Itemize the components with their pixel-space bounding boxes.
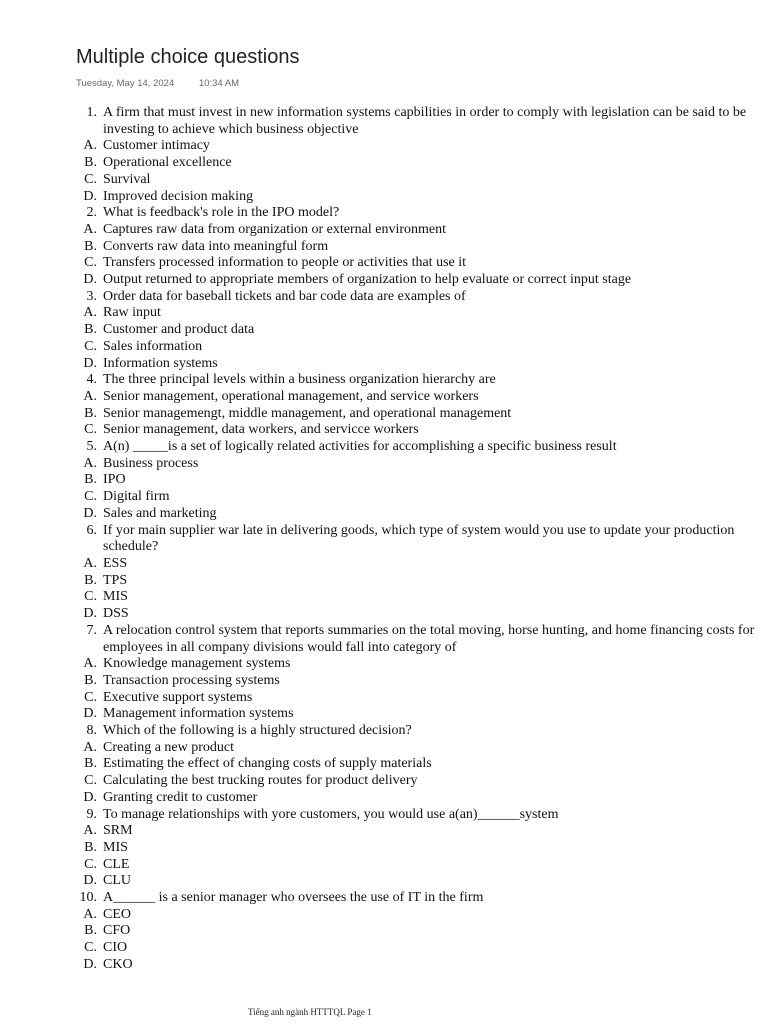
- option-letter: B.: [84, 155, 97, 171]
- answer-option: [0, 923, 768, 940]
- option-letter: C.: [84, 171, 97, 187]
- option-text: Customer and product data: [103, 322, 255, 338]
- answer-option: [0, 790, 768, 807]
- option-text: Captures raw data from organization or external environment: [103, 221, 447, 237]
- option-text: ESS: [103, 555, 128, 571]
- answer-option: [0, 673, 768, 690]
- answer-option: [0, 656, 768, 673]
- option-letter: D.: [83, 789, 97, 805]
- option-letter: A.: [83, 138, 97, 154]
- option-letter: B.: [84, 572, 97, 588]
- question-number: 3.: [86, 288, 97, 304]
- option-text: SRM: [103, 823, 133, 839]
- page-title: Multiple choice questions: [76, 46, 300, 68]
- answer-option: [0, 823, 768, 840]
- answer-option: [0, 573, 768, 590]
- option-text: Calculating the best trucking routes for product delivery: [103, 773, 418, 789]
- option-letter: B.: [84, 672, 97, 688]
- option-text: TPS: [103, 572, 128, 588]
- question-number: 2.: [86, 205, 97, 221]
- option-text: Digital firm: [103, 489, 170, 505]
- question-item: [0, 105, 768, 138]
- answer-option: [0, 172, 768, 189]
- question-number: 9.: [86, 806, 97, 822]
- option-letter: B.: [84, 322, 97, 338]
- option-text: Converts raw data into meaningful form: [103, 238, 329, 254]
- answer-option: [0, 272, 768, 289]
- option-text: MIS: [103, 589, 128, 605]
- question-item: [0, 289, 768, 306]
- option-letter: D.: [83, 873, 97, 889]
- option-text: CFO: [103, 923, 131, 939]
- option-text: Information systems: [103, 355, 218, 371]
- question-text: Order data for baseball tickets and bar code data are examples of: [103, 288, 466, 304]
- option-letter: D.: [83, 272, 97, 288]
- question-text: If yor main supplier war late in delivering goods, which type of system would you use to update your production schedule?: [103, 522, 735, 555]
- option-letter: B.: [84, 238, 97, 254]
- answer-option: [0, 589, 768, 606]
- answer-option: [0, 138, 768, 155]
- question-number: 4.: [86, 372, 97, 388]
- answer-option: [0, 456, 768, 473]
- option-letter: B.: [84, 839, 97, 855]
- option-letter: D.: [83, 956, 97, 972]
- question-item: [0, 523, 768, 556]
- answer-option: [0, 556, 768, 573]
- question-text: Which of the following is a highly structured decision?: [103, 723, 412, 739]
- option-letter: A.: [83, 305, 97, 321]
- option-text: DSS: [103, 606, 129, 622]
- answer-option: [0, 406, 768, 423]
- option-text: Granting credit to customer: [103, 789, 258, 805]
- option-letter: A.: [83, 388, 97, 404]
- question-number: 10.: [79, 890, 97, 906]
- answer-option: [0, 740, 768, 757]
- answer-option: [0, 690, 768, 707]
- option-letter: B.: [84, 756, 97, 772]
- option-letter: D.: [83, 706, 97, 722]
- option-text: Customer intimacy: [103, 138, 210, 154]
- answer-option: [0, 339, 768, 356]
- option-text: CKO: [103, 956, 133, 972]
- answer-option: [0, 222, 768, 239]
- option-text: CLU: [103, 873, 131, 889]
- question-item: [0, 890, 768, 907]
- question-number: 5.: [86, 439, 97, 455]
- answer-option: [0, 155, 768, 172]
- option-text: CEO: [103, 906, 131, 922]
- option-text: IPO: [103, 472, 126, 488]
- option-text: Creating a new product: [103, 739, 235, 755]
- answer-option: [0, 706, 768, 723]
- option-letter: A.: [83, 455, 97, 471]
- question-number: 7.: [86, 622, 97, 638]
- option-text: Sales and marketing: [103, 505, 217, 521]
- option-text: Transfers processed information to people or activities that use it: [103, 255, 467, 271]
- option-text: CLE: [103, 856, 130, 872]
- option-letter: D.: [83, 355, 97, 371]
- answer-option: [0, 840, 768, 857]
- option-letter: D.: [83, 606, 97, 622]
- option-letter: C.: [84, 856, 97, 872]
- answer-option: [0, 489, 768, 506]
- option-letter: C.: [84, 773, 97, 789]
- option-text: Raw input: [103, 305, 161, 321]
- question-text: To manage relationships with yore customers, you would use a(an)______system: [103, 806, 559, 822]
- option-letter: A.: [83, 739, 97, 755]
- question-item: [0, 205, 768, 222]
- option-letter: D.: [83, 188, 97, 204]
- answer-option: [0, 239, 768, 256]
- answer-option: [0, 907, 768, 924]
- option-text: Senior managemengt, middle management, and operational management: [103, 405, 512, 421]
- option-letter: A.: [83, 555, 97, 571]
- option-letter: B.: [84, 923, 97, 939]
- option-letter: C.: [84, 589, 97, 605]
- answer-option: [0, 773, 768, 790]
- option-text: Improved decision making: [103, 188, 254, 204]
- question-text: A(n) _____is a set of logically related activities for accomplishing a specific business result: [103, 439, 617, 455]
- option-text: Management information systems: [103, 706, 294, 722]
- question-item: [0, 723, 768, 740]
- answer-option: [0, 255, 768, 272]
- question-number: 1.: [86, 105, 97, 120]
- option-letter: A.: [83, 823, 97, 839]
- answer-option: [0, 472, 768, 489]
- answer-option: [0, 389, 768, 406]
- question-text: A firm that must invest in new information systems capbilities in order to comply with legislation can be said to be investing to achieve which business objective: [103, 105, 747, 137]
- answer-option: [0, 756, 768, 773]
- question-number: 8.: [86, 723, 97, 739]
- clipped-text-fragment: [110, 968, 210, 974]
- option-letter: D.: [83, 505, 97, 521]
- answer-option: [0, 305, 768, 322]
- option-letter: B.: [84, 472, 97, 488]
- option-text: Senior management, operational management, and service workers: [103, 388, 479, 404]
- question-item: [0, 372, 768, 389]
- option-text: Survival: [103, 171, 151, 187]
- option-text: Operational excellence: [103, 155, 232, 171]
- page-footer: Tiếng anh ngành HTTTQL Page 1: [248, 1007, 372, 1017]
- option-text: Executive support systems: [103, 689, 253, 705]
- answer-option: [0, 606, 768, 623]
- option-text: Senior management, data workers, and servicce workers: [103, 422, 419, 438]
- question-item: [0, 807, 768, 824]
- question-item: [0, 439, 768, 456]
- option-letter: C.: [84, 689, 97, 705]
- option-letter: C.: [84, 489, 97, 505]
- option-text: CIO: [103, 940, 128, 956]
- question-text: A______ is a senior manager who oversees the use of IT in the firm: [103, 890, 484, 906]
- option-letter: B.: [84, 405, 97, 421]
- answer-option: [0, 422, 768, 439]
- option-letter: A.: [83, 656, 97, 672]
- option-text: Estimating the effect of changing costs of supply materials: [103, 756, 432, 772]
- option-text: Output returned to appropriate members of organization to help evaluate or correct input stage: [103, 272, 632, 288]
- question-text: What is feedback's role in the IPO model?: [103, 205, 340, 221]
- answer-option: [0, 873, 768, 890]
- option-text: Business process: [103, 455, 199, 471]
- answer-option: [0, 940, 768, 957]
- question-item: [0, 623, 768, 656]
- option-text: Knowledge management systems: [103, 656, 291, 672]
- question-list: [0, 105, 768, 974]
- option-letter: C.: [84, 338, 97, 354]
- option-letter: A.: [83, 906, 97, 922]
- option-text: Transaction processing systems: [103, 672, 280, 688]
- timestamp: [76, 78, 239, 89]
- option-letter: C.: [84, 940, 97, 956]
- answer-option: [0, 189, 768, 206]
- option-letter: C.: [84, 422, 97, 438]
- answer-option: [0, 857, 768, 874]
- option-letter: C.: [84, 255, 97, 271]
- question-text: A relocation control system that reports summaries on the total moving, horse hunting, and home financing costs for employees in all company divisions would fall into category of: [103, 622, 755, 655]
- page-date: Tuesday, May 14, 2024: [76, 78, 175, 89]
- answer-option: [0, 506, 768, 523]
- option-text: Sales information: [103, 338, 203, 354]
- option-text: MIS: [103, 839, 128, 855]
- question-text: The three principal levels within a business organization hierarchy are: [103, 372, 496, 388]
- page-time: 10:34 AM: [198, 78, 240, 89]
- question-number: 6.: [86, 522, 97, 538]
- answer-option: [0, 322, 768, 339]
- answer-option: [0, 356, 768, 373]
- option-letter: A.: [83, 221, 97, 237]
